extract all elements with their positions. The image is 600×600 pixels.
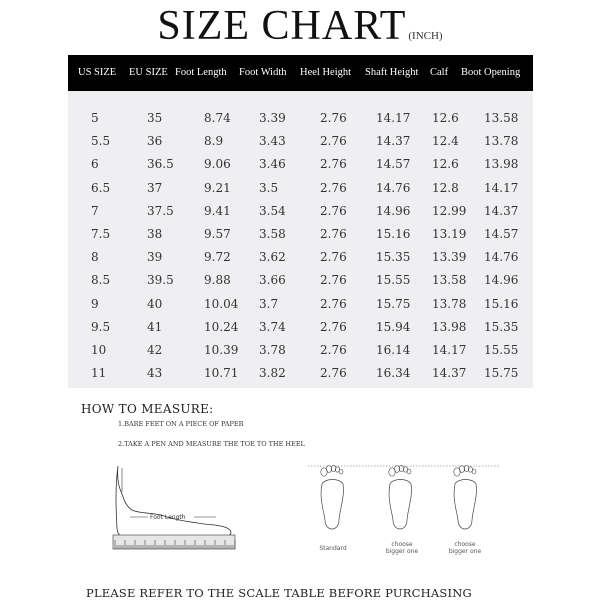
table-row bbox=[0, 157, 600, 177]
table-cell: 8.74 bbox=[204, 111, 231, 125]
table-cell: 2.76 bbox=[320, 366, 347, 381]
table-cell: 14.96 bbox=[376, 203, 411, 218]
table-cell: 13.78 bbox=[484, 134, 519, 149]
table-cell: 12.99 bbox=[432, 203, 467, 218]
foot-outline-icon bbox=[116, 466, 231, 538]
footprint-icon bbox=[454, 465, 477, 529]
table-cell: 3.43 bbox=[259, 134, 286, 149]
table-cell: 10.39 bbox=[204, 343, 239, 357]
table-row bbox=[0, 250, 600, 270]
table-row bbox=[0, 273, 600, 293]
table-cell: 9.21 bbox=[204, 180, 231, 195]
foot-measure-diagram bbox=[112, 462, 238, 554]
table-cell: 15.75 bbox=[376, 296, 411, 311]
table-cell: 13.58 bbox=[432, 273, 467, 288]
col-header: Foot Width bbox=[239, 67, 287, 78]
table-cell: 13.78 bbox=[432, 296, 467, 311]
table-cell: 38 bbox=[147, 227, 163, 241]
table-cell: 2.76 bbox=[320, 180, 347, 195]
table-cell: 10.04 bbox=[204, 296, 239, 311]
footnote: PLEASE REFER TO THE SCALE TABLE BEFORE PURCHASING bbox=[86, 586, 472, 600]
table-cell: 7.5 bbox=[91, 227, 111, 241]
table-cell: 16.34 bbox=[376, 366, 411, 381]
table-cell: 11 bbox=[91, 366, 107, 381]
table-cell: 2.76 bbox=[320, 319, 347, 334]
table-cell: 5.5 bbox=[91, 134, 111, 149]
table-header bbox=[68, 55, 533, 91]
table-cell: 15.94 bbox=[376, 319, 411, 334]
table-cell: 8.9 bbox=[204, 134, 224, 149]
table-cell: 15.75 bbox=[484, 366, 519, 381]
table-row bbox=[0, 366, 600, 386]
footprint-icon bbox=[321, 465, 344, 529]
table-cell: 40 bbox=[147, 296, 163, 311]
table-cell: 41 bbox=[147, 319, 163, 334]
table-row bbox=[0, 320, 600, 340]
table-cell: 9 bbox=[91, 296, 99, 311]
table-cell: 9.41 bbox=[204, 203, 231, 218]
table-cell: 35 bbox=[147, 111, 163, 125]
table-cell: 10.71 bbox=[204, 366, 239, 381]
table-cell: 14.17 bbox=[376, 111, 411, 125]
table-cell: 2.76 bbox=[320, 111, 347, 125]
table-cell: 5 bbox=[91, 111, 99, 125]
table-cell: 14.37 bbox=[484, 203, 519, 218]
table-cell: 10 bbox=[91, 343, 107, 357]
footprints-diagram bbox=[308, 462, 513, 540]
table-cell: 12.6 bbox=[432, 111, 459, 125]
table-cell: 9.57 bbox=[204, 227, 231, 241]
table-cell: 14.57 bbox=[376, 157, 411, 172]
footprint-icon bbox=[389, 465, 412, 529]
page-title: SIZE CHART bbox=[157, 3, 407, 49]
table-cell: 37.5 bbox=[147, 203, 174, 218]
table-cell: 12.6 bbox=[432, 157, 459, 172]
table-cell: 14.96 bbox=[484, 273, 519, 288]
table-cell: 2.76 bbox=[320, 134, 347, 149]
table-cell: 2.76 bbox=[320, 157, 347, 172]
measure-title: HOW TO MEASURE: bbox=[81, 402, 214, 416]
measure-step: 2.TAKE A PEN AND MEASURE THE TOE TO THE HEEL bbox=[118, 440, 305, 448]
table-cell: 2.76 bbox=[320, 296, 347, 311]
table-cell: 3.54 bbox=[259, 203, 286, 218]
table-cell: 3.58 bbox=[259, 227, 286, 241]
table-row bbox=[0, 343, 600, 363]
table-cell: 12.8 bbox=[432, 180, 459, 195]
table-cell: 36.5 bbox=[147, 157, 174, 172]
table-cell: 15.16 bbox=[376, 227, 411, 241]
table-cell: 13.39 bbox=[432, 250, 467, 265]
table-cell: 2.76 bbox=[320, 343, 347, 357]
table-cell: 3.74 bbox=[259, 319, 286, 334]
table-cell: 37 bbox=[147, 180, 163, 195]
table-cell: 39.5 bbox=[147, 273, 174, 288]
table-cell: 9.5 bbox=[91, 319, 111, 334]
table-cell: 16.14 bbox=[376, 343, 411, 357]
col-header: US SIZE bbox=[78, 67, 117, 78]
table-cell: 14.37 bbox=[376, 134, 411, 149]
print-label-bigger: choose bigger one bbox=[385, 541, 419, 555]
col-header: Heel Height bbox=[300, 67, 352, 78]
table-row bbox=[0, 227, 600, 247]
table-cell: 9.06 bbox=[204, 157, 231, 172]
table-cell: 12.4 bbox=[432, 134, 459, 149]
table-cell: 3.39 bbox=[259, 111, 286, 125]
table-cell: 8.5 bbox=[91, 273, 111, 288]
print-label-bigger: choose bigger one bbox=[448, 541, 482, 555]
col-header: Calf bbox=[430, 67, 449, 78]
table-cell: 10.24 bbox=[204, 319, 239, 334]
table-cell: 15.35 bbox=[376, 250, 411, 265]
table-cell: 3.46 bbox=[259, 157, 286, 172]
table-cell: 2.76 bbox=[320, 227, 347, 241]
table-cell: 9.72 bbox=[204, 250, 231, 265]
table-cell: 39 bbox=[147, 250, 163, 265]
table-cell: 3.82 bbox=[259, 366, 286, 381]
table-cell: 43 bbox=[147, 366, 163, 381]
col-header: Shaft Height bbox=[365, 67, 419, 78]
table-cell: 3.66 bbox=[259, 273, 286, 288]
table-cell: 9.88 bbox=[204, 273, 231, 288]
table-cell: 2.76 bbox=[320, 203, 347, 218]
table-cell: 7 bbox=[91, 203, 99, 218]
table-cell: 14.37 bbox=[432, 366, 467, 381]
table-cell: 13.58 bbox=[484, 111, 519, 125]
measure-step: 1.BARE FEET ON A PIECE OF PAPER bbox=[118, 420, 244, 428]
table-row bbox=[0, 181, 600, 201]
table-cell: 15.16 bbox=[484, 296, 519, 311]
table-cell: 2.76 bbox=[320, 250, 347, 265]
table-cell: 14.76 bbox=[484, 250, 519, 265]
table-cell: 13.19 bbox=[432, 227, 467, 241]
table-cell: 14.17 bbox=[484, 180, 519, 195]
table-cell: 15.55 bbox=[376, 273, 411, 288]
table-cell: 42 bbox=[147, 343, 163, 357]
col-header: EU SIZE bbox=[129, 67, 168, 78]
table-cell: 36 bbox=[147, 134, 163, 149]
ruler bbox=[113, 535, 235, 549]
table-cell: 14.17 bbox=[432, 343, 467, 357]
table-cell: 8 bbox=[91, 250, 99, 265]
chart-title-block bbox=[0, 2, 600, 50]
table-row bbox=[0, 111, 600, 131]
table-cell: 15.35 bbox=[484, 319, 519, 334]
table-cell: 15.55 bbox=[484, 343, 519, 357]
table-cell: 14.76 bbox=[376, 180, 411, 195]
table-cell: 6.5 bbox=[91, 180, 111, 195]
table-cell: 3.5 bbox=[259, 180, 279, 195]
table-row bbox=[0, 297, 600, 317]
table-cell: 14.57 bbox=[484, 227, 519, 241]
print-label-standard: Standard bbox=[319, 545, 347, 552]
table-cell: 3.7 bbox=[259, 296, 279, 311]
table-row bbox=[0, 134, 600, 154]
table-row bbox=[0, 204, 600, 224]
col-header: Boot Opening bbox=[461, 67, 521, 78]
table-cell: 6 bbox=[91, 157, 99, 172]
table-cell: 13.98 bbox=[484, 157, 519, 172]
foot-length-label: Foot Length bbox=[150, 514, 186, 521]
table-cell: 3.78 bbox=[259, 343, 286, 357]
col-header: Foot Length bbox=[175, 67, 227, 78]
table-cell: 2.76 bbox=[320, 273, 347, 288]
table-cell: 3.62 bbox=[259, 250, 286, 265]
table-cell: 13.98 bbox=[432, 319, 467, 334]
title-unit: (INCH) bbox=[408, 30, 443, 42]
